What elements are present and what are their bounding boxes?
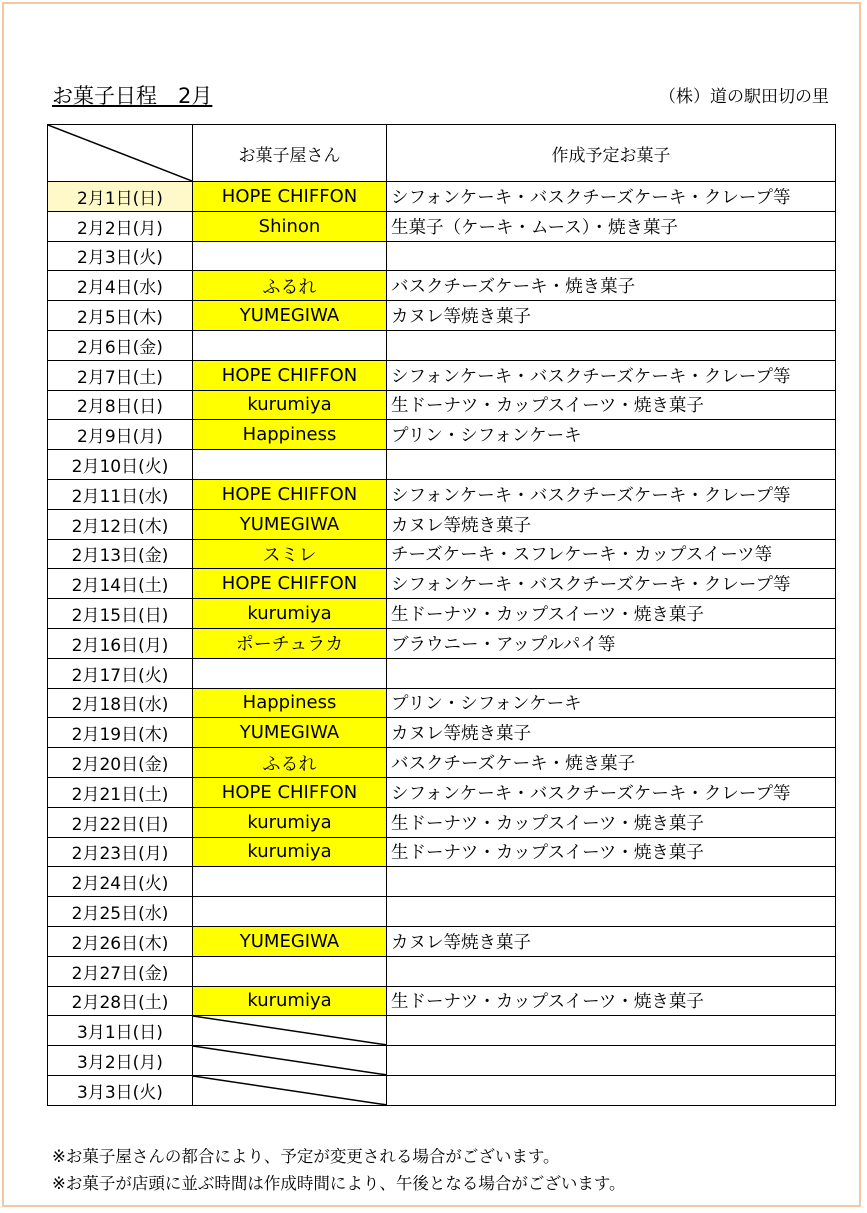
shop-cell: HOPE CHIFFON xyxy=(193,360,387,390)
shop-cell xyxy=(193,330,387,360)
table-row xyxy=(48,271,836,301)
table-row xyxy=(48,897,836,927)
sweets-cell xyxy=(387,241,836,271)
shop-cell: kurumiya xyxy=(193,986,387,1016)
sweets-cell: バスクチーズケーキ・焼き菓子 xyxy=(387,748,836,778)
column-header-shop: お菓子屋さん xyxy=(193,125,387,182)
date-cell: 2月17日(火) xyxy=(48,658,193,688)
crossed-out-line xyxy=(193,1046,386,1075)
table-row xyxy=(48,628,836,658)
table-row xyxy=(48,658,836,688)
date-cell: 2月27日(金) xyxy=(48,956,193,986)
table-row xyxy=(48,1075,836,1105)
footnotes xyxy=(52,1143,626,1197)
shop-cell xyxy=(193,658,387,688)
shop-cell xyxy=(193,450,387,480)
date-cell: 2月19日(木) xyxy=(48,718,193,748)
shop-cell: Happiness xyxy=(193,688,387,718)
table-row xyxy=(48,241,836,271)
shop-cell: HOPE CHIFFON xyxy=(193,569,387,599)
table-row xyxy=(48,509,836,539)
shop-cell: kurumiya xyxy=(193,599,387,629)
date-cell: 2月9日(月) xyxy=(48,420,193,450)
table-row xyxy=(48,182,836,212)
shop-cell xyxy=(193,1046,387,1076)
date-cell: 2月13日(金) xyxy=(48,539,193,569)
table-row xyxy=(48,301,836,331)
diagonal-line xyxy=(48,125,192,181)
footnote: ※お菓子屋さんの都合により、予定が変更される場合がございます。 xyxy=(52,1147,560,1166)
sweets-cell: シフォンケーキ・バスクチーズケーキ・クレープ等 xyxy=(387,777,836,807)
shop-cell: YUMEGIWA xyxy=(193,301,387,331)
sweets-cell: シフォンケーキ・バスクチーズケーキ・クレープ等 xyxy=(387,360,836,390)
shop-cell: kurumiya xyxy=(193,807,387,837)
table-row xyxy=(48,777,836,807)
date-cell: 2月15日(日) xyxy=(48,599,193,629)
shop-cell xyxy=(193,867,387,897)
shop-cell: ふるれ xyxy=(193,271,387,301)
date-cell: 3月1日(日) xyxy=(48,1016,193,1046)
table-row xyxy=(48,1046,836,1076)
shop-cell: ポーチュラカ xyxy=(193,628,387,658)
shop-cell: YUMEGIWA xyxy=(193,509,387,539)
date-cell: 2月4日(水) xyxy=(48,271,193,301)
table-row xyxy=(48,926,836,956)
shop-cell xyxy=(193,241,387,271)
sweets-cell xyxy=(387,450,836,480)
sweets-cell: 生ドーナツ・カップスイーツ・焼き菓子 xyxy=(387,390,836,420)
table-row xyxy=(48,360,836,390)
date-cell: 2月7日(土) xyxy=(48,360,193,390)
table-row xyxy=(48,450,836,480)
date-cell: 2月11日(水) xyxy=(48,479,193,509)
sweets-cell: プリン・シフォンケーキ xyxy=(387,688,836,718)
date-cell: 2月6日(金) xyxy=(48,330,193,360)
date-cell: 2月21日(土) xyxy=(48,777,193,807)
shop-cell xyxy=(193,1075,387,1105)
sweets-cell: カヌレ等焼き菓子 xyxy=(387,301,836,331)
date-cell: 2月16日(月) xyxy=(48,628,193,658)
shop-cell xyxy=(193,897,387,927)
shop-cell xyxy=(193,1016,387,1046)
shop-cell: kurumiya xyxy=(193,837,387,867)
shop-cell: HOPE CHIFFON xyxy=(193,777,387,807)
shop-cell: YUMEGIWA xyxy=(193,718,387,748)
sweets-cell: チーズケーキ・スフレケーキ・カップスイーツ等 xyxy=(387,539,836,569)
table-row xyxy=(48,956,836,986)
table-header-row xyxy=(48,125,836,182)
table-row xyxy=(48,569,836,599)
sweets-cell: シフォンケーキ・バスクチーズケーキ・クレープ等 xyxy=(387,569,836,599)
table-row xyxy=(48,539,836,569)
sweets-cell xyxy=(387,956,836,986)
table-row xyxy=(48,211,836,241)
date-cell: 2月24日(火) xyxy=(48,867,193,897)
shop-cell: HOPE CHIFFON xyxy=(193,479,387,509)
table-row xyxy=(48,748,836,778)
column-header-sweets: 作成予定お菓子 xyxy=(387,125,836,182)
shop-cell: Happiness xyxy=(193,420,387,450)
table-row xyxy=(48,718,836,748)
date-cell: 2月12日(木) xyxy=(48,509,193,539)
shop-cell: YUMEGIWA xyxy=(193,926,387,956)
date-cell: 2月14日(土) xyxy=(48,569,193,599)
date-cell: 2月2日(月) xyxy=(48,211,193,241)
sweets-cell xyxy=(387,658,836,688)
date-cell: 3月3日(火) xyxy=(48,1075,193,1105)
shop-cell: ふるれ xyxy=(193,748,387,778)
table-row xyxy=(48,420,836,450)
sweets-cell: 生ドーナツ・カップスイーツ・焼き菓子 xyxy=(387,599,836,629)
date-cell: 2月22日(日) xyxy=(48,807,193,837)
sweets-cell: 生ドーナツ・カップスイーツ・焼き菓子 xyxy=(387,837,836,867)
sweets-cell: ブラウニー・アップルパイ等 xyxy=(387,628,836,658)
sweets-cell xyxy=(387,1016,836,1046)
date-cell: 2月5日(木) xyxy=(48,301,193,331)
sweets-cell xyxy=(387,330,836,360)
schedule-table xyxy=(47,124,836,1106)
table-row xyxy=(48,330,836,360)
date-cell: 2月1日(日) xyxy=(48,182,193,212)
sweets-cell: プリン・シフォンケーキ xyxy=(387,420,836,450)
schedule-body xyxy=(48,182,836,1106)
date-cell: 2月23日(月) xyxy=(48,837,193,867)
table-row xyxy=(48,807,836,837)
page-title: お菓子日程 2月 xyxy=(52,84,213,108)
date-cell: 2月8日(日) xyxy=(48,390,193,420)
table-row xyxy=(48,390,836,420)
sweets-cell xyxy=(387,867,836,897)
date-cell: 2月25日(水) xyxy=(48,897,193,927)
table-row xyxy=(48,688,836,718)
table-row xyxy=(48,599,836,629)
table-row xyxy=(48,479,836,509)
sweets-cell: バスクチーズケーキ・焼き菓子 xyxy=(387,271,836,301)
date-cell: 2月3日(火) xyxy=(48,241,193,271)
sweets-cell: シフォンケーキ・バスクチーズケーキ・クレープ等 xyxy=(387,182,836,212)
sweets-cell: 生菓子（ケーキ・ムース）・焼き菓子 xyxy=(387,211,836,241)
footnote: ※お菓子が店頭に並ぶ時間は作成時間により、午後となる場合がございます。 xyxy=(52,1174,626,1193)
date-cell: 2月20日(金) xyxy=(48,748,193,778)
shop-cell xyxy=(193,956,387,986)
sweets-cell: カヌレ等焼き菓子 xyxy=(387,718,836,748)
shop-cell: kurumiya xyxy=(193,390,387,420)
date-cell: 3月2日(月) xyxy=(48,1046,193,1076)
date-cell: 2月18日(水) xyxy=(48,688,193,718)
date-cell: 2月10日(火) xyxy=(48,450,193,480)
sweets-cell: カヌレ等焼き菓子 xyxy=(387,509,836,539)
sweets-cell: シフォンケーキ・バスクチーズケーキ・クレープ等 xyxy=(387,479,836,509)
sweets-cell: カヌレ等焼き菓子 xyxy=(387,926,836,956)
corner-cell xyxy=(48,125,193,182)
table-row xyxy=(48,867,836,897)
crossed-out-line xyxy=(193,1076,386,1105)
sweets-cell xyxy=(387,1075,836,1105)
shop-cell: HOPE CHIFFON xyxy=(193,182,387,212)
shop-cell: スミレ xyxy=(193,539,387,569)
sweets-cell xyxy=(387,1046,836,1076)
crossed-out-line xyxy=(193,1016,386,1045)
date-cell: 2月28日(土) xyxy=(48,986,193,1016)
shop-cell: Shinon xyxy=(193,211,387,241)
sweets-cell: 生ドーナツ・カップスイーツ・焼き菓子 xyxy=(387,986,836,1016)
table-row xyxy=(48,986,836,1016)
table-row xyxy=(48,837,836,867)
sweets-cell: 生ドーナツ・カップスイーツ・焼き菓子 xyxy=(387,807,836,837)
table-row xyxy=(48,1016,836,1046)
date-cell: 2月26日(木) xyxy=(48,926,193,956)
company-name: （株）道の駅田切の里 xyxy=(659,87,829,107)
sweets-cell xyxy=(387,897,836,927)
